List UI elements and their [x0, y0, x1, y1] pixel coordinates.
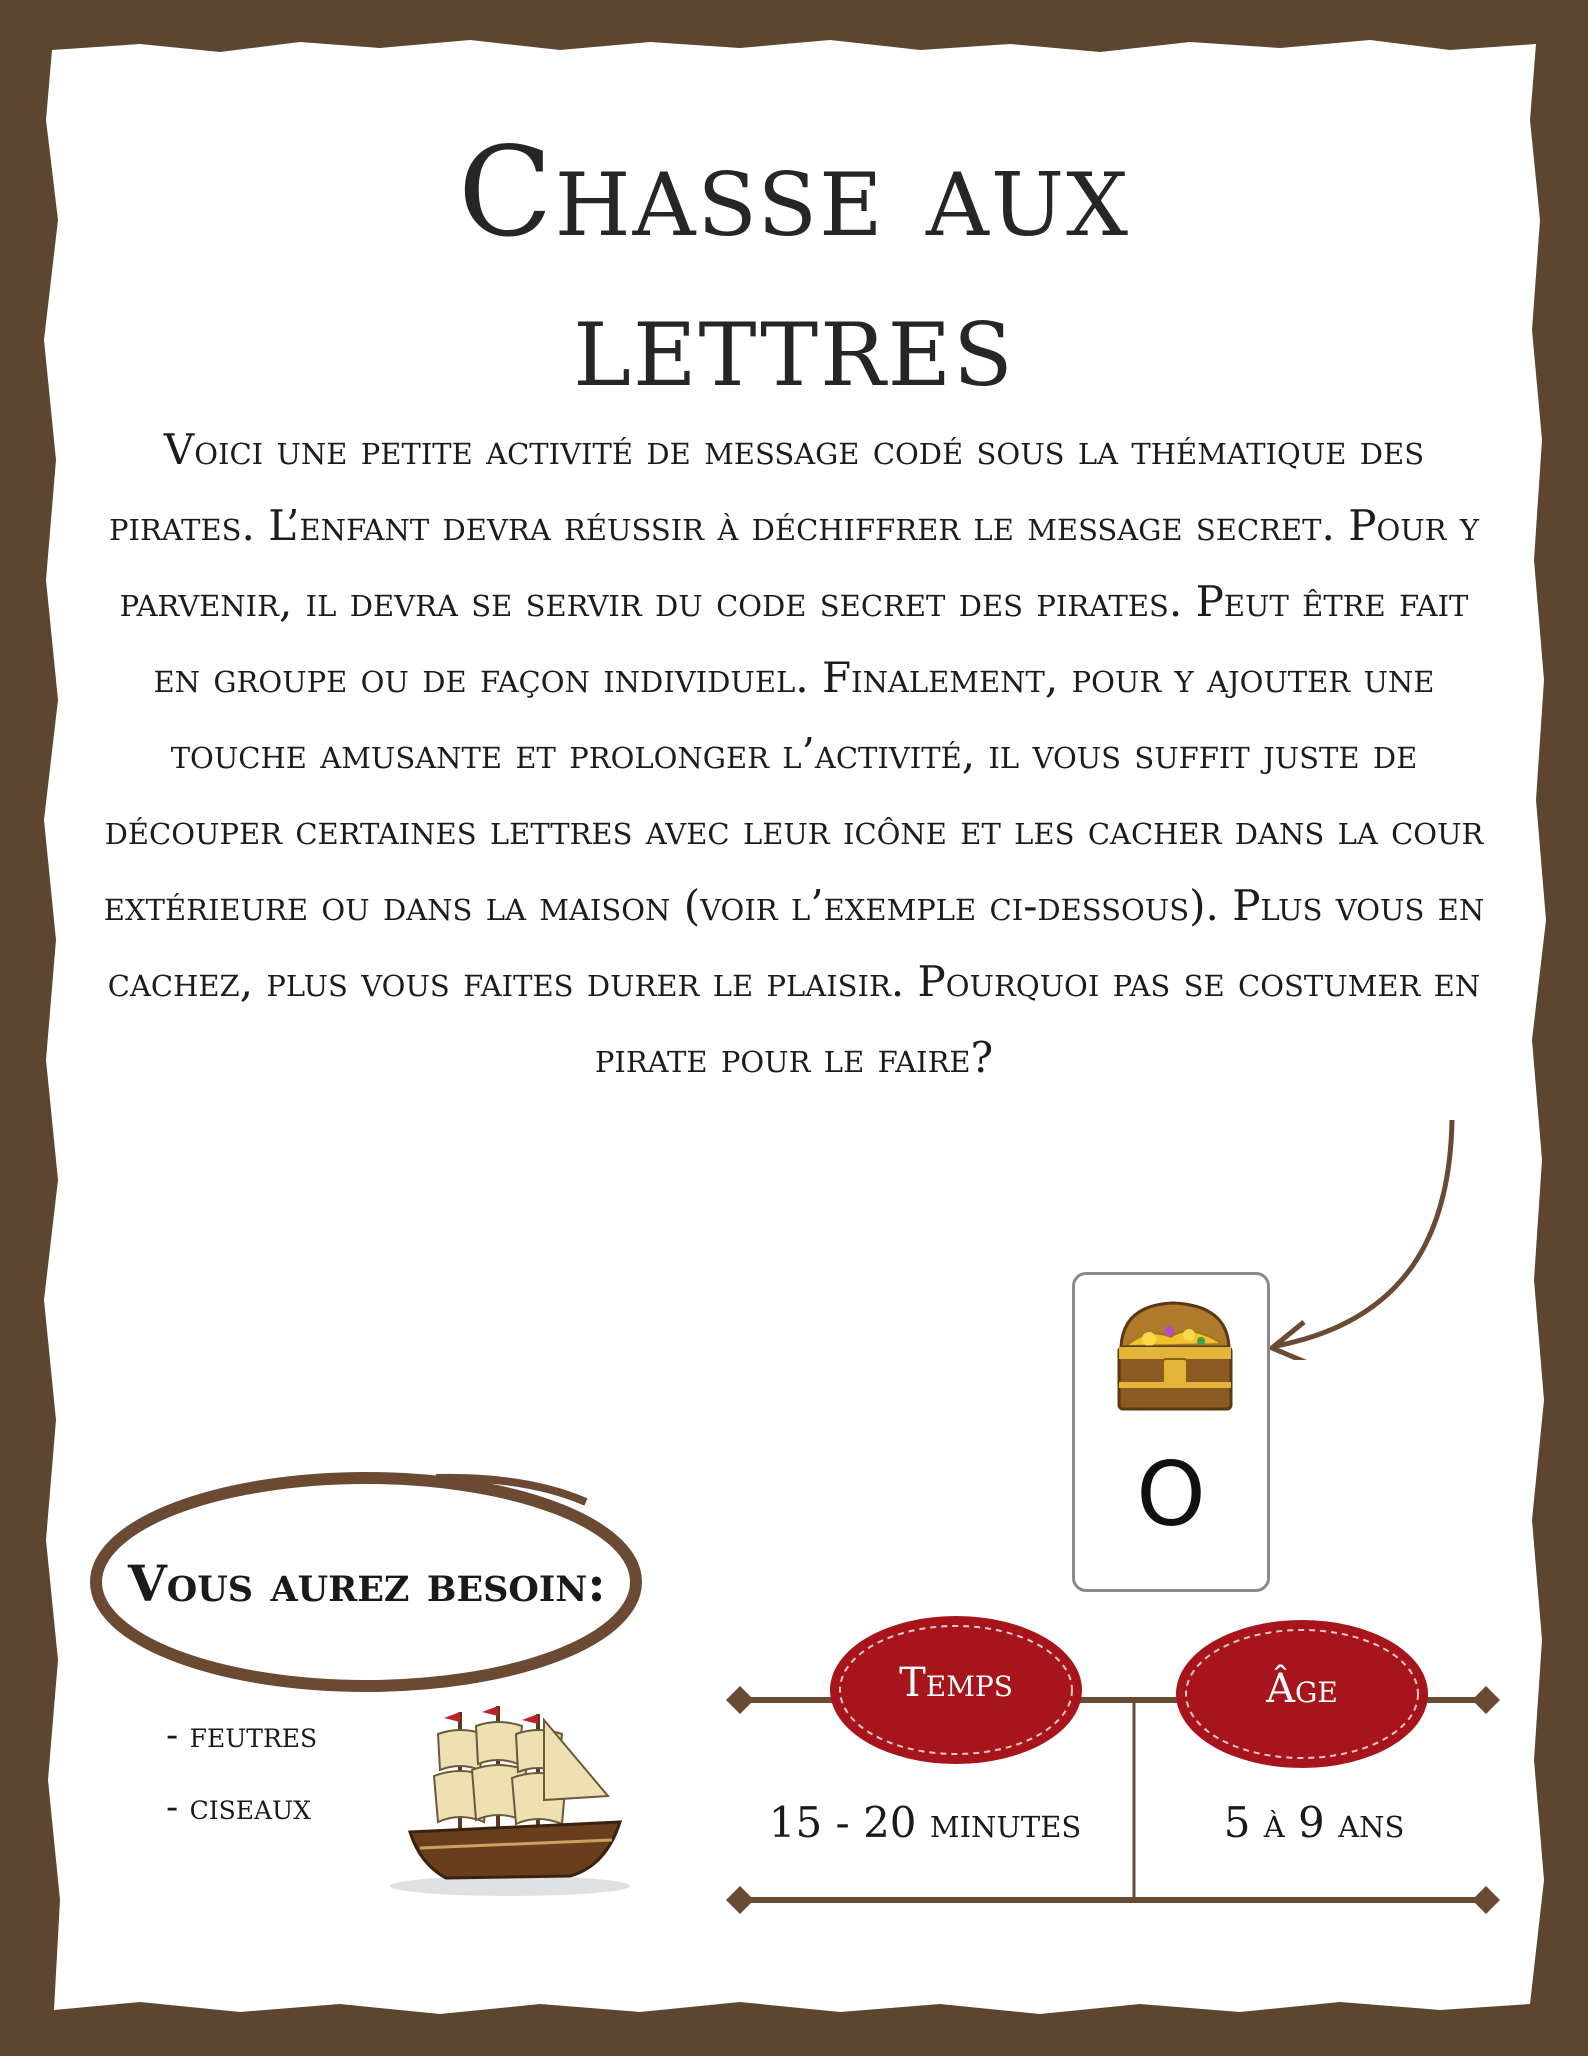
treasure-chest-icon: [1109, 1297, 1239, 1417]
arrow-icon: [1260, 1110, 1470, 1360]
time-value: 15 - 20 minutes: [768, 1798, 1082, 1847]
age-value: 5 à 9 ans: [1223, 1798, 1405, 1847]
example-letter-card: [1072, 1272, 1270, 1592]
needs-title: Vous aurez besoin:: [128, 1554, 606, 1613]
needs-item: - ciseaux: [166, 1787, 311, 1828]
card-letter: O: [1136, 1443, 1206, 1546]
time-label: Temps: [899, 1660, 1013, 1706]
ship-icon: [380, 1700, 650, 1900]
activity-description: Voici une petite activité de message codé sous la thématique des pirates. L’enfant devra réussir à déchiffrer le message secret. Pour y parvenir, il devra se servir du code secret des pirates. Peut être fait en groupe ou de façon individuel. Finalement, pour y ajouter une touche amusante et prolonger l’activité, il vous suffit juste de découper certaines lettres avec leur icône et les cacher dans la cour extérieure ou dans la maison (voir l’exemple ci-dessous). Plus vous en cachez, plus vous faites durer le plaisir. Pourquoi pas se costumer en pirate pour le faire?: [103, 425, 1485, 1082]
page-title: Chasse aux lettres: [457, 121, 1131, 415]
needs-item: - feutres: [166, 1715, 318, 1756]
needs-list: [166, 1708, 317, 1852]
age-label: Âge: [1266, 1666, 1338, 1712]
